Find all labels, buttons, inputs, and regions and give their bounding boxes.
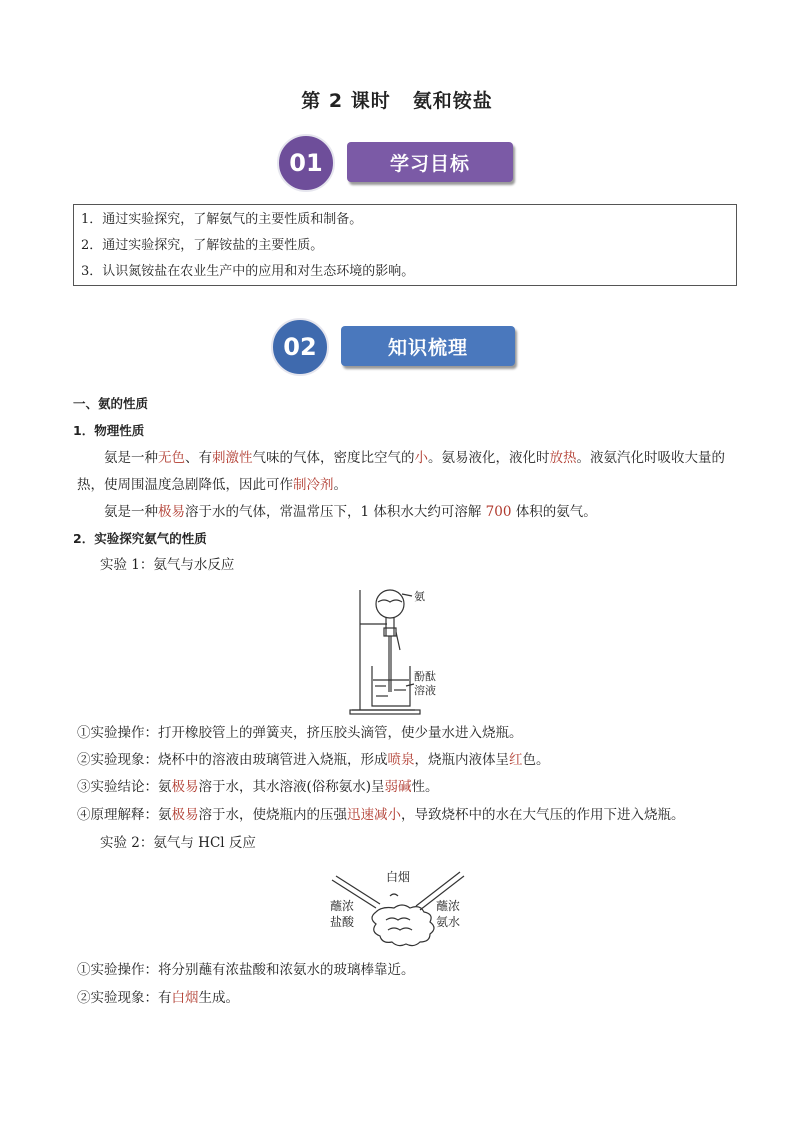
exp1-operation: ①实验操作：打开橡胶管上的弹簧夹，挤压胶头滴管，使少量水进入烧瓶。 [77, 725, 523, 741]
exp1-conclusion: ③实验结论：氨极易溶于水，其水溶液(俗称氨水)呈弱碱性。 [77, 779, 439, 795]
goal-item: 3．认识氮铵盐在农业生产中的应用和对生态环境的影响。 [81, 264, 415, 279]
figure-label-dip-conc-right: 蘸浓 [436, 899, 461, 913]
badge-label: 知识梳理 [341, 326, 515, 366]
section-badge-knowledge [271, 318, 519, 376]
goals-box [73, 204, 737, 286]
experiment-2-title: 实验 2：氨气与 HCl 反应 [100, 835, 256, 851]
badge-number: 01 [277, 134, 335, 192]
figure-label-hydrochloric-acid: 盐酸 [330, 915, 355, 929]
figure-label-white-smoke: 白烟 [386, 870, 411, 884]
figure-label-phenolphthalein: 酚酞 [414, 670, 436, 683]
goal-item: 2．通过实验探究，了解铵盐的主要性质。 [81, 238, 324, 253]
page-title [0, 86, 794, 113]
exp1-phenomenon: ②实验现象：烧杯中的溶液由玻璃管进入烧瓶，形成喷泉，烧瓶内液体呈红色。 [77, 752, 550, 768]
exp1-explanation: ④原理解释：氨极易溶于水，使烧瓶内的压强迅速减小，导致烧杯中的水在大气压的作用下进入烧瓶。 [77, 807, 685, 823]
goal-item: 1．通过实验探究，了解氨气的主要性质和制备。 [81, 212, 363, 227]
fountain-experiment-figure [340, 582, 450, 720]
experiment-1-title: 实验 1：氨气与水反应 [100, 557, 235, 573]
exp2-phenomenon: ②实验现象：有白烟生成。 [77, 990, 239, 1006]
exp2-operation: ①实验操作：将分别蘸有浓盐酸和浓氨水的玻璃棒靠近。 [77, 962, 415, 978]
badge-label: 学习目标 [347, 142, 513, 182]
figure-label-dip-conc-left: 蘸浓 [330, 899, 355, 913]
figure-label-solution: 溶液 [414, 684, 436, 697]
subsection-heading: 1．物理性质 [73, 423, 145, 438]
title-topic: 氨和铵盐 [412, 90, 493, 112]
paragraph-physical: 氨是一种无色、有刺激性气味的气体，密度比空气的小。氨易液化，液化时放热。液氨汽化时吸收大量的热，使周围温度急剧降低，因此可作制冷剂。 [77, 450, 725, 493]
figure-label-ammonia-water: 氨水 [436, 915, 461, 929]
title-lesson: 第 2 课时 [301, 90, 391, 112]
badge-number: 02 [271, 318, 329, 376]
figure-label-ammonia: 氨 [414, 590, 425, 603]
paragraph-solubility: 氨是一种极易溶于水的气体，常温常压下，1 体积水大约可溶解 700 体积的氨气。 [104, 504, 597, 520]
subsection-heading: 2．实验探究氨气的性质 [73, 531, 207, 546]
section-badge-goals [277, 134, 517, 192]
white-smoke-figure [328, 866, 468, 954]
section-heading: 一、氨的性质 [73, 396, 149, 411]
